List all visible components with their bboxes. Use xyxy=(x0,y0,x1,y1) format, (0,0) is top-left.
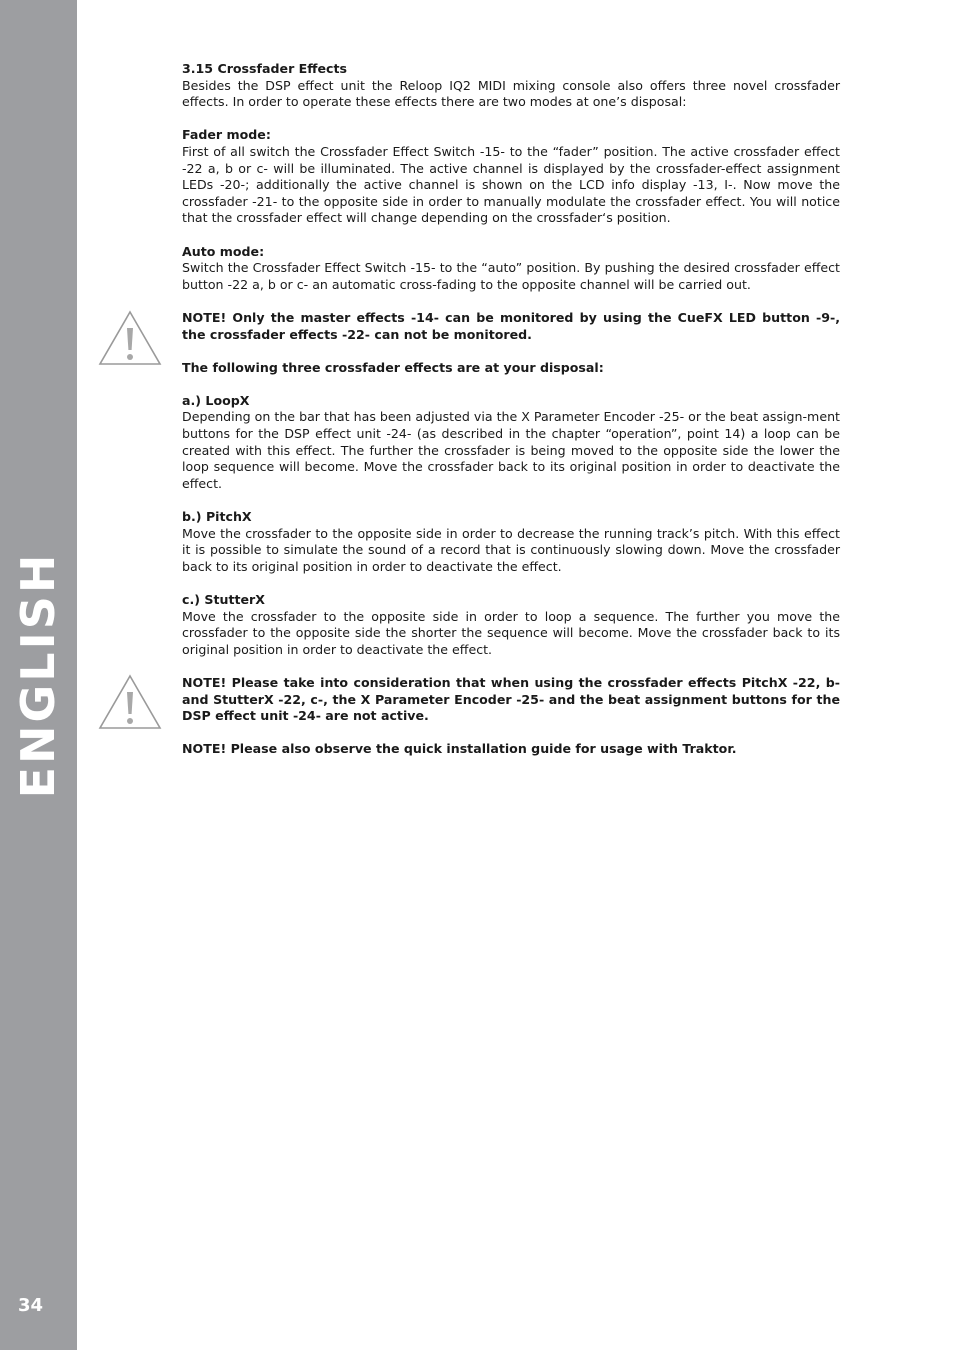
language-label: ENGLISH xyxy=(11,551,65,799)
page-number: 34 xyxy=(18,1295,44,1316)
stutterx-text: Move the crossfader to the opposite side in order to loop a sequence. The further you move the crossfader to the opposite side the shorter the sequence will become. Move the crossfader back to its original position in order to deactivate the effect. xyxy=(182,608,840,657)
fader-mode-title: Fader mode: xyxy=(182,127,271,143)
effects-intro: The following three crossfader effects are at your disposal: xyxy=(182,359,604,375)
loopx-title: a.) LoopX xyxy=(182,392,250,408)
warning-triangle-icon xyxy=(98,674,162,730)
warning-triangle-icon xyxy=(98,310,162,366)
note-inactive-controls: NOTE! Please take into consideration that when using the crossfader effects PitchX -22, b- and StutterX -22, c-, the X Parameter Encoder -25- and the beat assignment buttons for the DSP effect unit -24- are not active. xyxy=(182,674,840,724)
auto-mode-title: Auto mode: xyxy=(182,243,265,259)
intro-paragraph: Besides the DSP effect unit the Reloop IQ2 MIDI mixing console also offers three novel crossfader effects. In order to operate these effects there are two modes at one’s disposal: xyxy=(182,77,840,110)
stutterx-title: c.) StutterX xyxy=(182,592,265,607)
language-sidebar xyxy=(0,0,77,1350)
document-body xyxy=(182,61,840,758)
section-heading: 3.15 Crossfader Effects xyxy=(182,61,348,76)
pitchx-title: b.) PitchX xyxy=(182,509,252,525)
pitchx-text: Move the crossfader to the opposite side in order to decrease the running track’s pitch. With this effect it is possible to simulate the sound of a record that is continuously slowing down. Move the crossfader back to its original position in order to deactivate the effect. xyxy=(182,525,840,574)
note-traktor: NOTE! Please also observe the quick installation guide for usage with Traktor. xyxy=(182,741,737,757)
fader-mode-text: First of all switch the Crossfader Effect Switch -15- to the “fader” position. The active crossfader effect -22 a, b or c- will be illuminated. The active channel is displayed by the crossfader-effect assignment LEDs -20-; additionally the active channel is shown on the LCD info display -13, I-. Now move the crossfader -21- to the opposite side in order to manually modulate the crossfader effect. You will notice that the crossfader effect will change depending on the crossfader‘s position. xyxy=(182,143,840,226)
loopx-text: Depending on the bar that has been adjusted via the X Parameter Encoder -25- or the beat assign-ment buttons for the DSP effect unit -24- (as described in the chapter “operation”, point 14) a loop can be created with this effect. The further the crossfader is being moved to the opposite side the lower the loop sequence will become. Move the crossfader back to its original position in order to deactivate the effect. xyxy=(182,409,840,491)
auto-mode-text: Switch the Crossfader Effect Switch -15- to the “auto” position. By pushing the desired crossfader effect button -22 a, b or c- an automatic cross-fading to the opposite channel will be carried out. xyxy=(182,260,840,292)
note-monitoring: NOTE! Only the master effects -14- can be monitored by using the CueFX LED button -9-, the crossfader effects -22- can not be monitored. xyxy=(182,309,840,342)
